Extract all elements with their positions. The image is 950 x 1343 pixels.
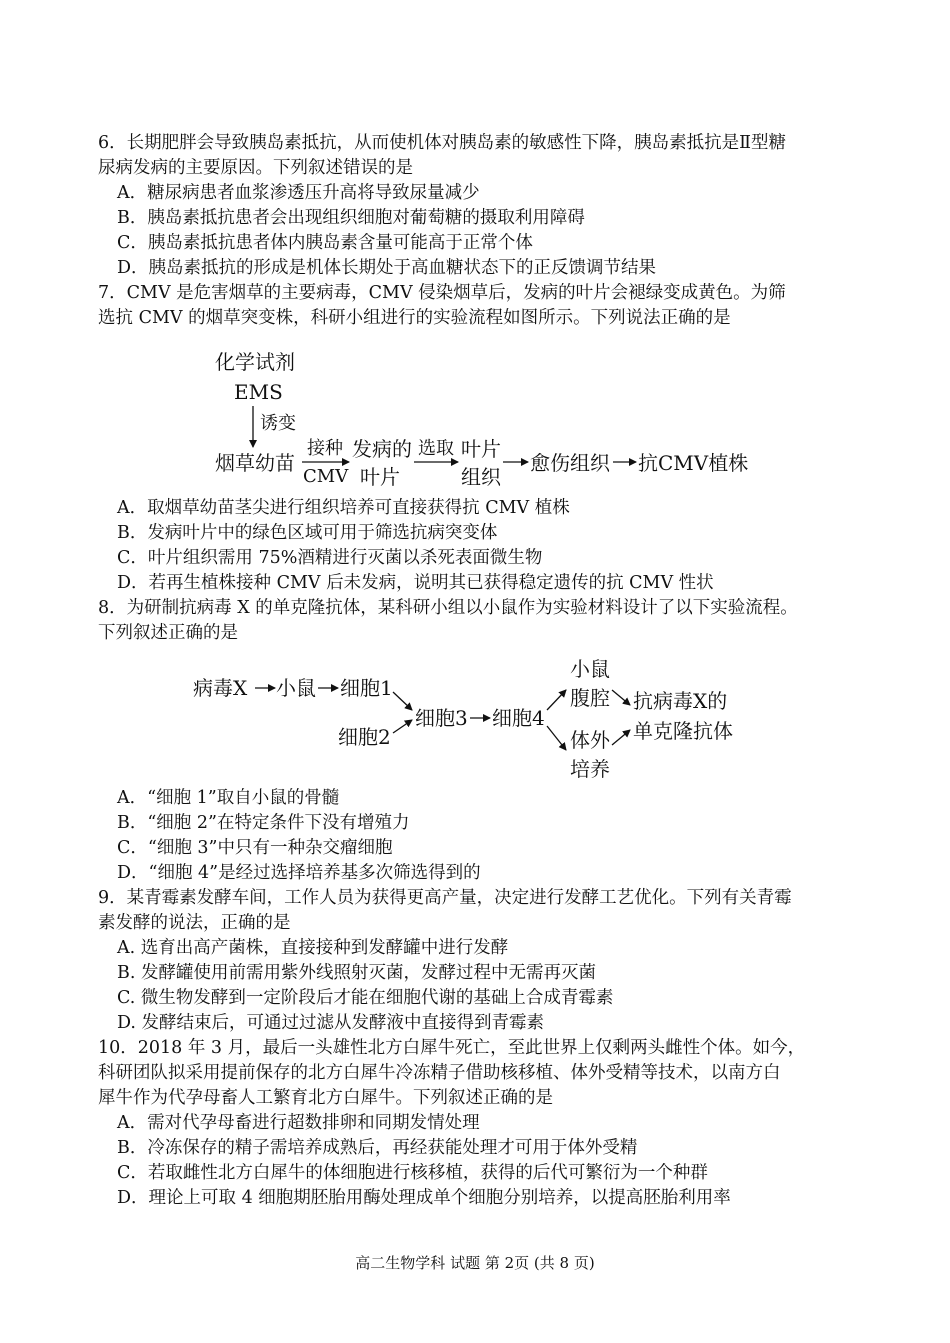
d8-cell-4: 细胞4 <box>492 706 545 730</box>
d8-arrow-cell2-cell3 <box>393 720 412 733</box>
q8-stem-line2: 下列叙述正确的是 <box>98 623 238 643</box>
q7-option-d: D．若再生植株接种 CMV 后未发病，说明其已获得稳定遗传的抗 CMV 性状 <box>117 573 714 593</box>
d7-inoculate-label: 接种 <box>307 438 343 459</box>
q9-option-c: C. 微生物发酵到一定阶段后才能在细胞代谢的基础上合成青霉素 <box>117 988 614 1008</box>
q8-stem-line1: 8．为研制抗病毒 X 的单克隆抗体，某科研小组以小鼠作为实验材料设计了以下实验流程。 <box>98 598 798 618</box>
d8-culture: 培养 <box>570 757 610 781</box>
d8-abdominal-cavity: 腹腔 <box>570 686 610 710</box>
d7-chemical-reagent: 化学试剂 <box>215 350 295 374</box>
q7-stem-line1: 7．CMV 是危害烟草的主要病毒，CMV 侵染烟草后，发病的叶片会褪绿变成黄色。为筛 <box>98 283 786 303</box>
d8-arrow-cell1-cell3 <box>393 692 412 710</box>
q10-stem-line1: 10．2018 年 3 月，最后一头雄性北方白犀牛死亡，至此世界上仅剩两头雌性个体。如今， <box>98 1038 806 1058</box>
d8-cell-1: 细胞1 <box>340 676 393 700</box>
d8-in-vitro: 体外 <box>570 728 610 752</box>
q8-option-b: B．“细胞 2”在特定条件下没有增殖力 <box>117 813 410 833</box>
d7-tissue: 组织 <box>461 465 501 489</box>
q9-stem-line1: 9．某青霉素发酵车间，工作人员为获得更高产量，决定进行发酵工艺优化。下列有关青霉 <box>98 888 792 908</box>
q10-stem-line3: 犀牛作为代孕母畜人工繁育北方白犀牛。下列叙述正确的是 <box>98 1088 553 1108</box>
q10-option-b: B．冷冻保存的精子需培养成熟后，再经获能处理才可用于体外受精 <box>117 1138 638 1158</box>
d7-cmv-label: CMV <box>303 466 349 487</box>
q10-option-d: D．理论上可取 4 细胞期胚胎用酶处理成单个细胞分别培养，以提高胚胎利用率 <box>117 1188 731 1208</box>
q9-stem-line2: 素发酵的说法，正确的是 <box>98 913 291 933</box>
q6-option-c: C．胰岛素抵抗患者体内胰岛素含量可能高于正常个体 <box>117 233 533 253</box>
d8-cell-3: 细胞3 <box>415 706 468 730</box>
q6-option-b: B．胰岛素抵抗患者会出现组织细胞对葡萄糖的摄取利用障碍 <box>117 208 585 228</box>
d7-ems: EMS <box>234 380 283 404</box>
q9-option-b: B. 发酵罐使用前需用紫外线照射灭菌，发酵过程中无需再灭菌 <box>117 963 596 983</box>
d8-mouse-top: 小鼠 <box>570 657 610 681</box>
q7-option-a: A．取烟草幼苗茎尖进行组织培养可直接获得抗 CMV 植株 <box>117 498 570 518</box>
d8-cell-2: 细胞2 <box>338 725 391 749</box>
q9-option-a: A. 选育出高产菌株，直接接种到发酵罐中进行发酵 <box>117 938 509 958</box>
q6-stem-line1: 6．长期肥胖会导致胰岛素抵抗，从而使机体对胰岛素的敏感性下降，胰岛素抵抗是Ⅱ型糖 <box>98 133 787 153</box>
d8-arrow-cavity-antibody <box>612 690 630 705</box>
q6-stem-line2: 尿病发病的主要原因。下列叙述错误的是 <box>98 158 413 178</box>
q10-option-c: C．若取雌性北方白犀牛的体细胞进行核移植，获得的后代可繁衍为一个种群 <box>117 1163 708 1183</box>
q10-stem-line2: 科研团队拟采用提前保存的北方白犀牛冷冻精子借助核移植、体外受精等技术，以南方白 <box>98 1063 781 1083</box>
d8-monoclonal-antibody: 单克隆抗体 <box>633 719 733 743</box>
q6-option-a: A．糖尿病患者血浆渗透压升高将导致尿量减少 <box>117 183 480 203</box>
page-footer: 高二生物学科 试题 第 2页 (共 8 页) <box>355 1254 595 1272</box>
d8-arrow-cell4-cavity <box>547 690 566 710</box>
q8-option-d: D．“细胞 4”是经过选择培养基多次筛选得到的 <box>117 863 481 883</box>
d8-arrow-culture-antibody <box>612 730 630 745</box>
d8-mouse: 小鼠 <box>276 676 316 700</box>
q9-option-d: D. 发酵结束后，可通过过滤从发酵液中直接得到青霉素 <box>117 1013 545 1033</box>
q10-option-a: A．需对代孕母畜进行超数排卵和同期发情处理 <box>117 1113 480 1133</box>
d7-select-label: 选取 <box>418 438 454 459</box>
q8-option-a: A．“细胞 1”取自小鼠的骨髓 <box>117 788 340 808</box>
q7-stem-line2: 选抗 CMV 的烟草突变株，科研小组进行的实验流程如图所示。下列说法正确的是 <box>98 308 731 328</box>
d7-diseased-leaf: 叶片 <box>360 465 400 489</box>
d7-diseased: 发病的 <box>352 437 412 461</box>
d7-mutagenesis-label: 诱变 <box>260 413 296 434</box>
d7-callus: 愈伤组织 <box>530 451 610 475</box>
d7-seedling: 烟草幼苗 <box>215 451 295 475</box>
q7-option-c: C．叶片组织需用 75%酒精进行灭菌以杀死表面微生物 <box>117 548 543 568</box>
d7-leaf: 叶片 <box>461 437 501 461</box>
d8-anti-virus-x: 抗病毒X的 <box>633 689 728 713</box>
d7-resistant-plant: 抗CMV植株 <box>638 451 749 475</box>
d8-virus-x: 病毒X <box>193 676 248 700</box>
d8-arrow-cell4-culture <box>547 726 566 750</box>
q6-option-d: D．胰岛素抵抗的形成是机体长期处于高血糖状态下的正反馈调节结果 <box>117 258 657 278</box>
q8-option-c: C．“细胞 3”中只有一种杂交瘤细胞 <box>117 838 393 858</box>
q7-option-b: B．发病叶片中的绿色区域可用于筛选抗病突变体 <box>117 523 498 543</box>
